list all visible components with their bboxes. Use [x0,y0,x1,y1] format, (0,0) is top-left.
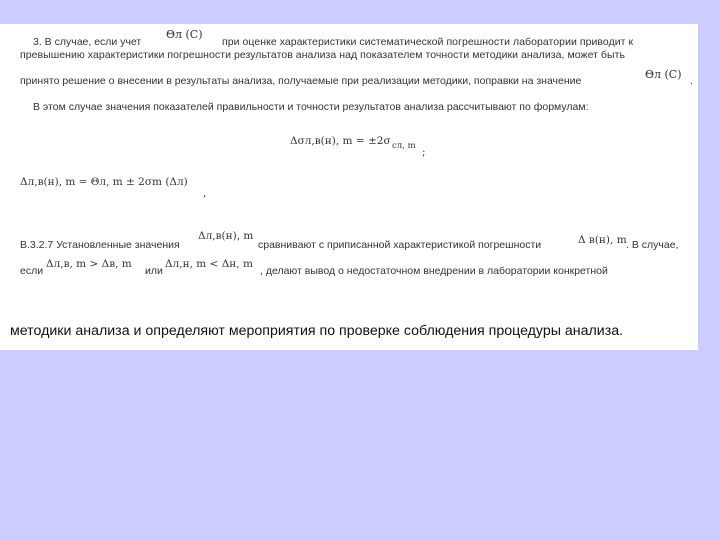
delta-symbol-a: Δл,в(н), m [198,230,254,242]
paragraph-b327-line2-start: если [20,265,44,277]
formulas-intro: В этом случае значения показателей правильности и точности результатов анализа рассчитывают по формулам: [33,101,589,113]
paragraph-b327-line2-or: или [145,265,163,277]
formula-2: Δл,в(н), m = Θл, m ± 2σm (Δл) [20,176,188,188]
formula-1-end: ; [422,146,426,158]
formula-2-end: , [203,187,207,199]
formula-1-lhs: Δσл,в(н), m = ±2σ [290,135,391,147]
paragraph-3-line1-start: 3. В случае, если учет [33,36,142,48]
paragraph-3-line2: превышению характеристики погрешности результатов анализа над показателем точности методики анализа, может быть [20,49,625,61]
paragraph-b327-line1-start: В.3.2.7 Установленные значения [20,239,180,251]
paragraph-b327-line1-end: . В случае, [626,239,679,251]
document-page [0,24,698,350]
delta-symbol-c: Δл,в, m > Δв, m [46,258,132,270]
theta-symbol: Θл (C) [166,28,203,41]
paragraph-3-line3-end: . [690,75,693,87]
paragraph-b327-line2-end: , делают вывод о недостаточном внедрении в лаборатории конкретной [260,265,608,277]
theta-symbol: Θл (C) [645,68,682,81]
closing-line: методики анализа и определяют мероприятия по проверке соблюдения процедуры анализа. [10,323,624,339]
paragraph-3-line3: принято решение о внесении в результаты анализа, получаемые при реализации методики, поправки на значение [20,75,582,87]
delta-symbol-d: Δл,н, m < Δн, m [165,258,253,270]
formula-1-subscript: cл, m [392,141,416,151]
paragraph-3-line1-end: при оценке характеристики систематической погрешности лаборатории приводит к [222,36,634,48]
paragraph-b327-line1-mid: сравнивают с приписанной характеристикой погрешности [258,239,542,251]
delta-symbol-b: Δ в(н), m [578,234,627,246]
